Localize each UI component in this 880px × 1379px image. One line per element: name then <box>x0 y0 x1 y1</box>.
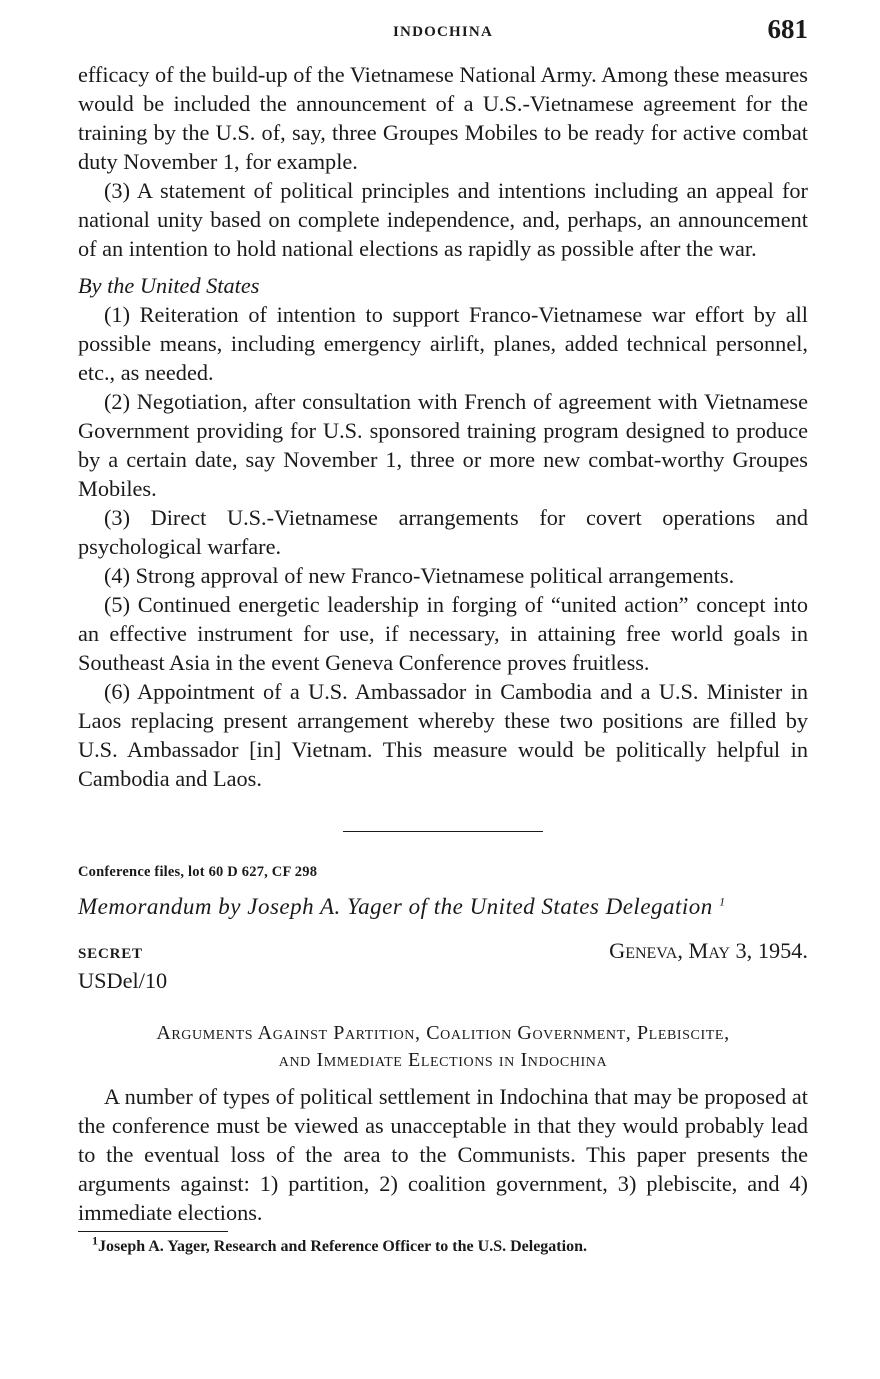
memo-title <box>78 892 808 922</box>
footnote <box>78 1233 808 1258</box>
memo-paragraph: A number of types of political settlement in Indochina that may be proposed at the conference must be viewed as unacceptable in that they would probably lead to the eventual loss of the area to the Communists. This paper presents the arguments against: 1) partition, 2) coalition government, 3) plebiscite, and 4) immediate elections. <box>78 1084 808 1225</box>
document-heading-line-2: and Immediate Elections in Indochina <box>278 1049 608 1071</box>
memo-title-text: Memorandum by Joseph A. Yager of the United States Delegation <box>78 894 713 919</box>
document-heading <box>78 1020 808 1074</box>
footnote-mark: 1 <box>719 894 726 909</box>
classification-label: SECRET <box>78 946 143 962</box>
footnote-text: Joseph A. Yager, Research and Reference Officer to the U.S. Delegation. <box>98 1238 587 1255</box>
document-heading-line-1: Arguments Against Partition, Coalition Government, Plebiscite, <box>156 1022 730 1044</box>
us-item-3: (3) Direct U.S.-Vietnamese arrangements for covert operations and psychological warfare. <box>78 505 808 559</box>
page-header <box>78 0 808 60</box>
memo-meta-row <box>78 938 808 964</box>
footnote-divider <box>78 1231 228 1232</box>
us-item-6: (6) Appointment of a U.S. Ambassador in Cambodia and a U.S. Minister in Laos replacing present arrangement whereby these two positions are filled by U.S. Ambassador [in] Vietnam. This measure would be politically helpful in Cambodia and Laos. <box>78 679 808 791</box>
dateline: Geneva, May 3, 1954. <box>609 938 808 963</box>
section-heading-us: By the United States <box>78 273 260 298</box>
document-number: USDel/10 <box>78 968 168 993</box>
us-item-5: (5) Continued energetic leadership in forging of “united action” concept into an effective instrument for use, if necessary, in attaining free world goals in Southeast Asia in the event Geneva Conference proves fruitless. <box>78 592 808 675</box>
page-number: 681 <box>767 14 808 44</box>
body-paragraph-continued: efficacy of the build-up of the Vietnamese National Army. Among these measures would be included the announcement of a U.S.-Vietnamese agreement for the training by the U.S. of, say, three Groupes Mobiles to be ready for active combat duty November 1, for example. <box>78 62 808 174</box>
section-divider <box>343 831 543 832</box>
us-item-1: (1) Reiteration of intention to support Franco-Vietnamese war effort by all possible means, including emergency airlift, planes, added technical personnel, etc., as needed. <box>78 302 808 385</box>
footnote-number: 1 <box>92 1233 98 1248</box>
us-item-2: (2) Negotiation, after consultation with French of agreement with Vietnamese Government providing for U.S. sponsored training program designed to produce by a certain date, say November 1, three or more new combat-worthy Groupes Mobiles. <box>78 389 808 501</box>
source-citation: Conference files, lot 60 D 627, CF 298 <box>78 864 318 880</box>
running-title: INDOCHINA <box>393 24 493 40</box>
us-item-4: (4) Strong approval of new Franco-Vietnamese political arrangements. <box>104 563 735 588</box>
body-paragraph-item-3: (3) A statement of political principles and intentions including an appeal for national unity based on complete independence, and, perhaps, an announcement of an intention to hold national elections as rapidly as possible after the war. <box>78 178 808 261</box>
